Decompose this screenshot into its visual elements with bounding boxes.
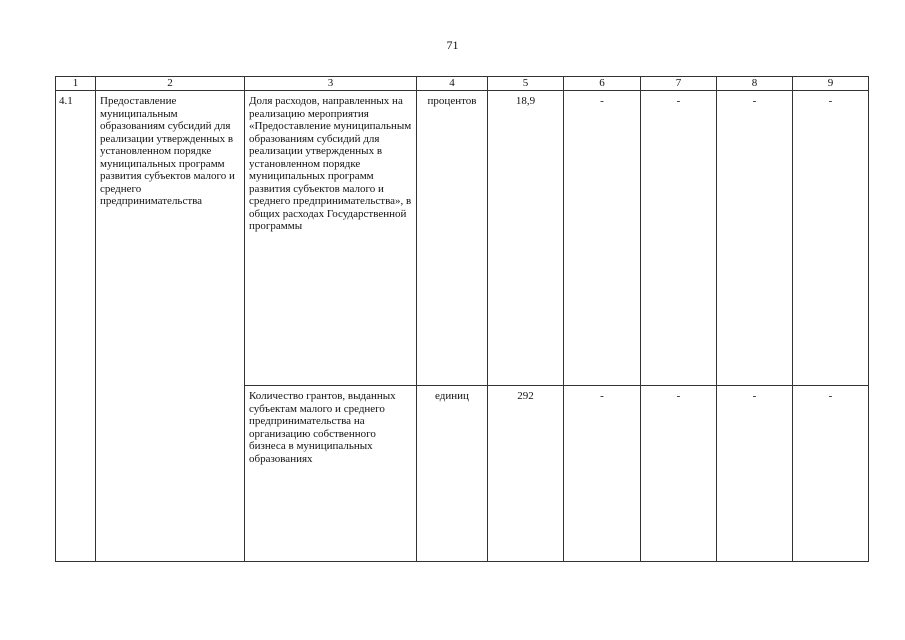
indicator-col6: - [564,91,641,386]
indicator-unit: единиц [417,386,488,562]
header-col-3: 3 [245,77,417,91]
indicator-col8: - [717,386,793,562]
header-col-9: 9 [793,77,869,91]
indicator-col9: - [793,91,869,386]
indicator-col9: - [793,386,869,562]
indicator-col8: - [717,91,793,386]
indicator-value: 292 [488,386,564,562]
page-number: 71 [446,38,459,52]
header-col-8: 8 [717,77,793,91]
indicator-unit: процентов [417,91,488,386]
indicator-name: Количество грантов, выданных субъектам малого и среднего предпринимательства на организацию собственного бизнеса в муниципальных образованиях [245,386,417,562]
row-number: 4.1 [56,91,96,562]
indicator-col6: - [564,386,641,562]
indicator-value: 18,9 [488,91,564,386]
header-col-4: 4 [417,77,488,91]
header-col-6: 6 [564,77,641,91]
indicator-name: Доля расходов, направленных на реализацию мероприятия «Предоставление муниципальным образованиям субсидий для реализации утвержденных в установленном порядке муниципальных программ развития субъектов малого и среднего предпринимательства», в общих расходах Государственной программы [245,91,417,386]
measure-cell: Предоставление муниципальным образованиям субсидий для реализации утвержденных в установленном порядке муниципальных программ развития субъектов малого и среднего предпринимательства [96,91,245,562]
header-col-1: 1 [56,77,96,91]
indicator-col7: - [641,386,717,562]
header-col-2: 2 [96,77,245,91]
table-row [56,91,869,386]
header-row [56,77,869,91]
indicators-table [55,76,869,562]
indicator-col7: - [641,91,717,386]
header-col-5: 5 [488,77,564,91]
header-col-7: 7 [641,77,717,91]
